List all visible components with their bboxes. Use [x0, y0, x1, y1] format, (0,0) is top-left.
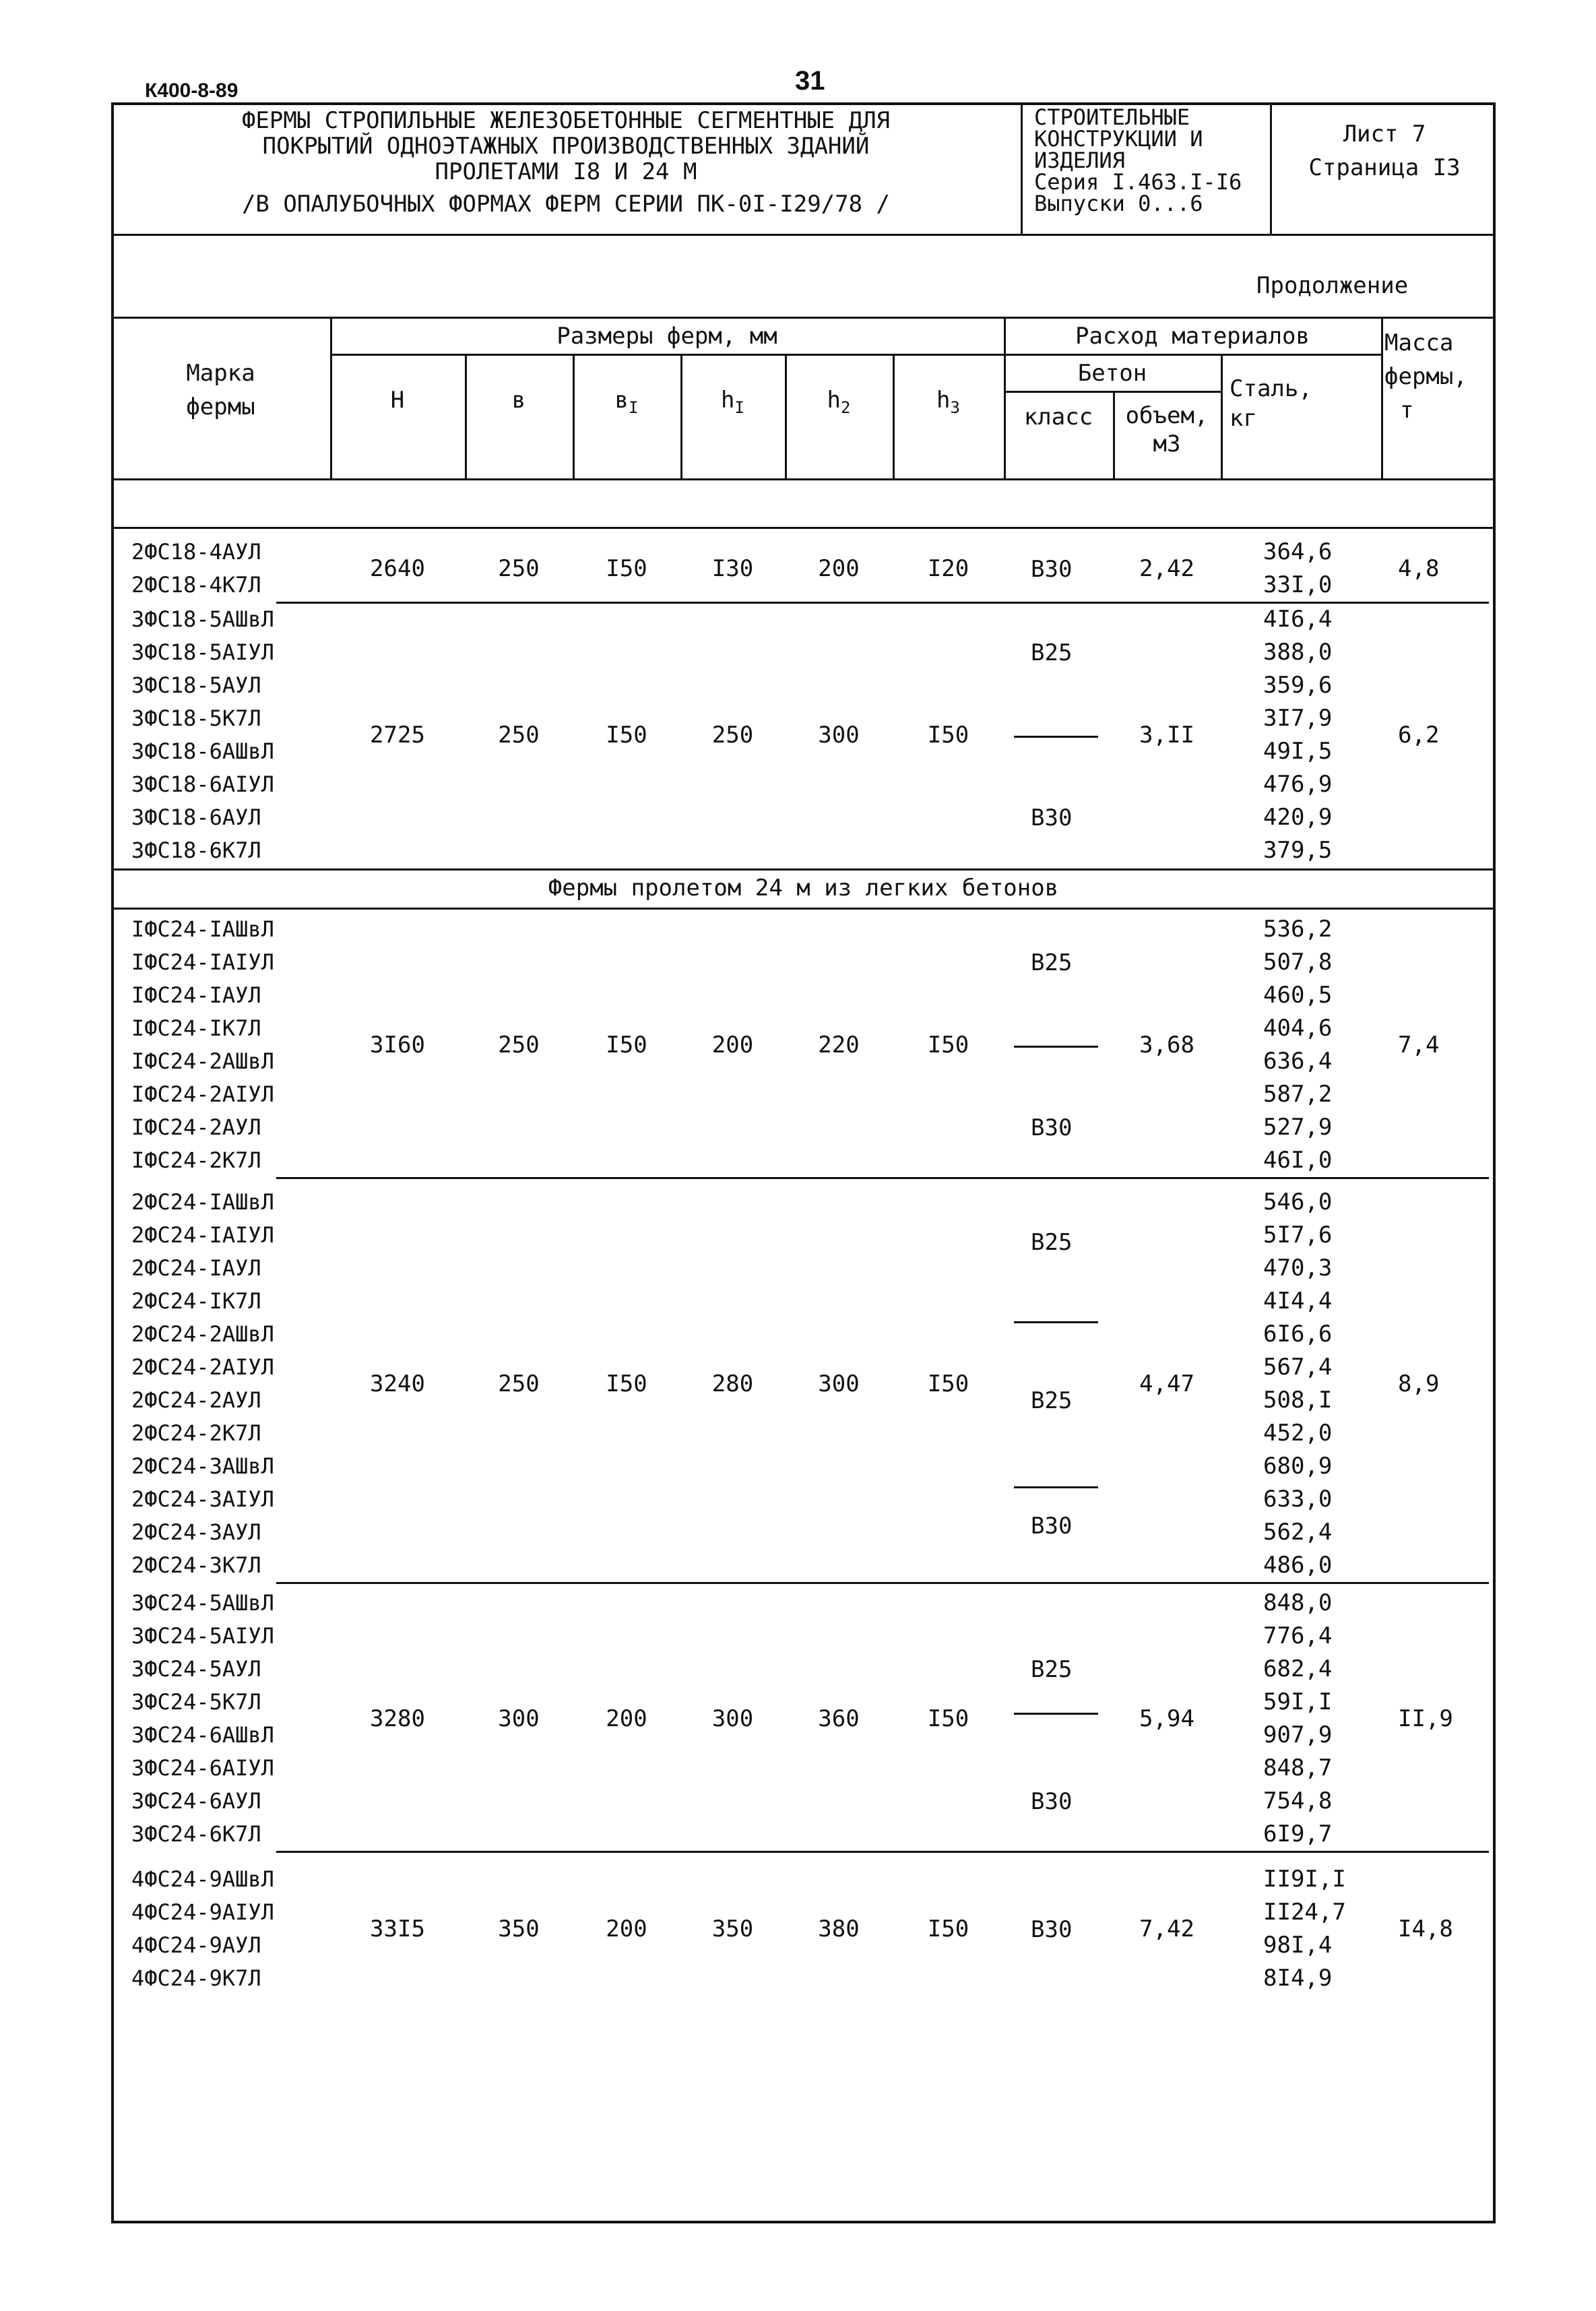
mark-cell: 3ФС24-5К7Л: [131, 1689, 261, 1715]
size-cell-h: 33I5: [370, 1916, 425, 1942]
steel-cell: 6I6,6: [1263, 1321, 1333, 1348]
concrete-class-cell: В25: [1031, 1228, 1073, 1256]
mark-cell: 2ФС24-IАIУЛ: [131, 1222, 274, 1248]
mark-cell: 4ФС24-9АУЛ: [131, 1932, 261, 1958]
group-separator: [276, 1177, 1489, 1179]
concrete-class-cell: В30: [1031, 1788, 1073, 1815]
steel-cell: 486,0: [1263, 1552, 1333, 1579]
title-line-4: /В ОПАЛУБОЧНЫХ ФОРМАХ ФЕРМ СЕРИИ ПК-0I-I29/78 /: [241, 191, 891, 218]
mark-cell: 3ФС18-6К7Л: [131, 837, 261, 863]
mark-cell: 3ФС24-5АIУЛ: [131, 1623, 274, 1649]
concrete-class-cell: В25: [1031, 949, 1073, 976]
col-h1: $h_I$: [721, 387, 744, 417]
mark-cell: 3ФС24-6АIУЛ: [131, 1755, 274, 1781]
mark-cell: 3ФС18-5АШвЛ: [131, 606, 274, 632]
col-mass-1: Масса: [1384, 329, 1454, 356]
steel-cell: 476,9: [1263, 771, 1333, 798]
steel-cell: 460,5: [1263, 982, 1333, 1009]
steel-cell: 536,2: [1263, 916, 1333, 943]
steel-cell: 527,9: [1263, 1114, 1333, 1141]
mark-cell: 3ФС18-5АУЛ: [131, 672, 261, 698]
dash-separator: [1014, 736, 1098, 738]
concrete-class-cell: В30: [1031, 555, 1073, 583]
size-cell-h2: 220: [818, 1032, 860, 1058]
col-concrete: Бетон: [1077, 360, 1147, 387]
mark-cell: 3ФС18-6АШвЛ: [131, 738, 274, 764]
mark-cell: 3ФС24-6АШвЛ: [131, 1722, 274, 1748]
mass-cell: 7,4: [1398, 1032, 1440, 1058]
size-cell-h1: 280: [711, 1370, 754, 1397]
steel-cell: 452,0: [1263, 1420, 1333, 1447]
sheet-label: Лист 7: [1343, 121, 1426, 148]
mark-cell: 2ФС24-IАШвЛ: [131, 1189, 274, 1215]
size-cell-h3: I50: [927, 1370, 969, 1397]
size-cell-b: 250: [498, 1032, 540, 1058]
size-cell-h: 3280: [370, 1705, 425, 1732]
col-mass-2: фермы,: [1384, 363, 1467, 390]
size-cell-h1: 200: [711, 1032, 754, 1058]
title-line-3: ПРОЛЕТАМИ I8 И 24 М: [435, 158, 697, 185]
mark-cell: IФС24-IАШвЛ: [131, 916, 274, 942]
steel-cell: 508,I: [1263, 1387, 1333, 1414]
steel-cell: 379,5: [1263, 837, 1333, 864]
concrete-class-cell: В30: [1031, 804, 1073, 831]
size-cell-h1: 250: [711, 722, 754, 749]
steel-cell: 682,4: [1263, 1655, 1333, 1682]
series-line-5: Выпуски 0...6: [1034, 191, 1203, 216]
steel-cell: 420,9: [1263, 804, 1333, 831]
mark-cell: 3ФС24-5АШвЛ: [131, 1590, 274, 1616]
size-cell-b: 250: [498, 555, 540, 582]
steel-cell: II9I,I: [1263, 1866, 1346, 1893]
col-h2: $h_2$: [827, 387, 851, 417]
col-class: класс: [1023, 404, 1093, 431]
size-cell-h3: I50: [927, 1916, 969, 1942]
steel-cell: 46I,0: [1263, 1147, 1333, 1174]
dash-separator: [1014, 1713, 1098, 1715]
col-mark-1: Марка: [186, 360, 255, 387]
size-cell-h3: I50: [927, 1032, 969, 1058]
col-volume-2: м3: [1153, 431, 1181, 457]
steel-cell: 388,0: [1263, 639, 1333, 666]
dash-separator: [1014, 1321, 1098, 1323]
volume-cell: 5,94: [1139, 1705, 1194, 1732]
size-cell-h: 3I60: [370, 1032, 425, 1058]
size-cell-h: 2725: [370, 722, 425, 749]
steel-cell: 546,0: [1263, 1189, 1333, 1215]
steel-cell: 359,6: [1263, 672, 1333, 699]
col-steel-1: Сталь,: [1230, 375, 1312, 402]
concrete-class-cell: В25: [1031, 639, 1073, 666]
steel-cell: 633,0: [1263, 1486, 1333, 1513]
mark-cell: 4ФС24-9К7Л: [131, 1965, 261, 1991]
title-line-2: ПОКРЫТИЙ ОДНОЭТАЖНЫХ ПРОИЗВОДСТВЕННЫХ ЗДАНИЙ: [262, 133, 870, 160]
mark-cell: 2ФС24-3К7Л: [131, 1552, 261, 1578]
concrete-class-cell: В30: [1031, 1916, 1073, 1943]
volume-cell: 3,II: [1139, 722, 1194, 749]
dash-separator: [1014, 1486, 1098, 1488]
steel-cell: 680,9: [1263, 1453, 1333, 1480]
volume-cell: 4,47: [1139, 1370, 1194, 1397]
page-number: 31: [795, 66, 825, 96]
steel-cell: 562,4: [1263, 1519, 1333, 1546]
mark-cell: 3ФС18-5АIУЛ: [131, 639, 274, 665]
size-cell-h: 2640: [370, 555, 425, 582]
col-mark-2: фермы: [186, 393, 255, 420]
size-cell-h2: 300: [818, 1370, 860, 1397]
steel-cell: 4I4,4: [1263, 1288, 1333, 1315]
size-cell-b1: 200: [606, 1916, 647, 1942]
size-cell-h3: I20: [927, 555, 969, 582]
col-steel-2: кг: [1230, 405, 1257, 432]
mark-cell: 2ФС18-4АУЛ: [131, 539, 261, 565]
mass-cell: I4,8: [1398, 1916, 1453, 1942]
series-line-3: ИЗДЕЛИЯ: [1034, 148, 1125, 173]
steel-cell: 636,4: [1263, 1048, 1333, 1075]
size-cell-b1: I50: [606, 1370, 647, 1397]
mark-cell: IФС24-IК7Л: [131, 1015, 261, 1041]
size-cell-h3: I50: [927, 722, 969, 749]
size-cell-b: 250: [498, 722, 540, 749]
steel-cell: 776,4: [1263, 1622, 1333, 1649]
mark-cell: IФС24-2АУЛ: [131, 1114, 261, 1140]
size-cell-b: 300: [498, 1705, 540, 1732]
mark-cell: 3ФС18-6АIУЛ: [131, 771, 274, 797]
mark-cell: 3ФС18-6АУЛ: [131, 804, 261, 830]
mark-cell: 2ФС24-2АIУЛ: [131, 1354, 274, 1380]
mark-cell: 2ФС24-3АШвЛ: [131, 1453, 274, 1479]
steel-cell: 8I4,9: [1263, 1965, 1333, 1992]
group-separator: [276, 1851, 1489, 1853]
dash-separator: [1014, 1046, 1098, 1048]
volume-cell: 2,42: [1139, 555, 1194, 582]
steel-cell: 848,0: [1263, 1589, 1333, 1616]
steel-cell: 3I7,9: [1263, 705, 1333, 732]
volume-cell: 7,42: [1139, 1916, 1194, 1942]
mark-cell: 3ФС24-6К7Л: [131, 1821, 261, 1847]
series-line-4: Серия I.463.I-I6: [1034, 169, 1242, 195]
steel-cell: 587,2: [1263, 1081, 1333, 1108]
series-line-2: КОНСТРУКЦИИ И: [1034, 126, 1203, 152]
title-line-1: ФЕРМЫ СТРОПИЛЬНЫЕ ЖЕЛЕЗОБЕТОННЫЕ СЕГМЕНТНЫЕ ДЛЯ: [241, 107, 891, 134]
concrete-class-cell: В30: [1031, 1114, 1073, 1141]
size-cell-h1: I30: [711, 555, 754, 582]
continuation-label: Продолжение: [1256, 272, 1409, 299]
mark-cell: 4ФС24-9АШвЛ: [131, 1866, 274, 1892]
mark-cell: 2ФС24-2К7Л: [131, 1420, 261, 1446]
steel-cell: 754,8: [1263, 1787, 1333, 1814]
document-code: К400-8-89: [145, 80, 238, 102]
size-cell-h3: I50: [927, 1705, 969, 1732]
steel-cell: 907,9: [1263, 1721, 1333, 1748]
col-materials: Расход материалов: [1075, 323, 1310, 350]
steel-cell: 848,7: [1263, 1754, 1333, 1781]
col-h3: $h_3$: [936, 387, 960, 417]
mark-cell: IФС24-2АШвЛ: [131, 1048, 274, 1074]
mark-cell: 2ФС24-3АIУЛ: [131, 1486, 274, 1512]
section-title: Фермы пролетом 24 м из легких бетонов: [548, 875, 1059, 901]
concrete-class-cell: В25: [1031, 1387, 1073, 1414]
mark-cell: IФС24-IАУЛ: [131, 982, 261, 1008]
size-cell-h: 3240: [370, 1370, 425, 1397]
steel-cell: 364,6: [1263, 538, 1333, 565]
mass-cell: 6,2: [1398, 722, 1440, 749]
col-sizes: Размеры ферм, мм: [556, 323, 777, 350]
mark-cell: IФС24-2АIУЛ: [131, 1081, 274, 1107]
section-bottom-line: [111, 908, 1496, 910]
concrete-class-cell: В30: [1031, 1513, 1073, 1540]
steel-cell: II24,7: [1263, 1899, 1346, 1926]
page-label: Страница I3: [1308, 154, 1461, 181]
series-line-1: СТРОИТЕЛЬНЫЕ: [1034, 104, 1190, 130]
concrete-class-cell: В25: [1031, 1656, 1073, 1683]
col-b1: $в_I$: [614, 387, 639, 417]
size-cell-h2: 380: [818, 1916, 860, 1942]
mark-cell: 2ФС24-3АУЛ: [131, 1519, 261, 1545]
steel-cell: 404,6: [1263, 1015, 1333, 1042]
mark-cell: 2ФС24-IК7Л: [131, 1288, 261, 1314]
steel-cell: 4I6,4: [1263, 606, 1333, 633]
steel-cell: 5I7,6: [1263, 1222, 1333, 1248]
size-cell-h2: 360: [818, 1705, 860, 1732]
section-top-line: [111, 868, 1496, 870]
size-cell-b: 250: [498, 1370, 540, 1397]
size-cell-b1: I50: [606, 555, 647, 582]
volume-cell: 3,68: [1139, 1032, 1194, 1058]
size-cell-b: 350: [498, 1916, 540, 1942]
mark-cell: 2ФС24-2АШвЛ: [131, 1321, 274, 1347]
group-separator: [276, 1582, 1489, 1584]
size-cell-h2: 200: [818, 555, 860, 582]
mark-cell: 3ФС24-5АУЛ: [131, 1656, 261, 1682]
size-cell-h2: 300: [818, 722, 860, 749]
steel-cell: 59I,I: [1263, 1688, 1333, 1715]
mark-cell: 4ФС24-9АIУЛ: [131, 1899, 274, 1925]
size-cell-h1: 300: [711, 1705, 754, 1732]
mark-cell: 3ФС24-6АУЛ: [131, 1788, 261, 1814]
mark-cell: 2ФС18-4К7Л: [131, 572, 261, 598]
mass-cell: 4,8: [1398, 555, 1440, 582]
steel-cell: 33I,0: [1263, 571, 1333, 598]
mark-cell: IФС24-2К7Л: [131, 1147, 261, 1173]
size-cell-b1: 200: [606, 1705, 647, 1732]
steel-cell: 507,8: [1263, 949, 1333, 976]
mark-cell: 2ФС24-2АУЛ: [131, 1387, 261, 1413]
size-cell-b1: I50: [606, 1032, 647, 1058]
steel-cell: 470,3: [1263, 1255, 1333, 1281]
size-cell-b1: I50: [606, 722, 647, 749]
steel-cell: 567,4: [1263, 1354, 1333, 1381]
mark-cell: 2ФС24-IАУЛ: [131, 1255, 261, 1281]
mass-cell: II,9: [1398, 1705, 1453, 1732]
col-volume-1: объем,: [1125, 402, 1209, 429]
mark-cell: IФС24-IАIУЛ: [131, 949, 274, 975]
steel-cell: 6I9,7: [1263, 1821, 1333, 1847]
steel-cell: 49I,5: [1263, 738, 1333, 765]
mass-cell: 8,9: [1398, 1370, 1440, 1397]
steel-cell: 98I,4: [1263, 1932, 1333, 1959]
col-b: в: [511, 387, 526, 414]
col-H: Н: [390, 387, 405, 414]
size-cell-h1: 350: [711, 1916, 754, 1942]
mark-cell: 3ФС18-5К7Л: [131, 705, 261, 731]
col-mass-3: т: [1400, 397, 1414, 424]
